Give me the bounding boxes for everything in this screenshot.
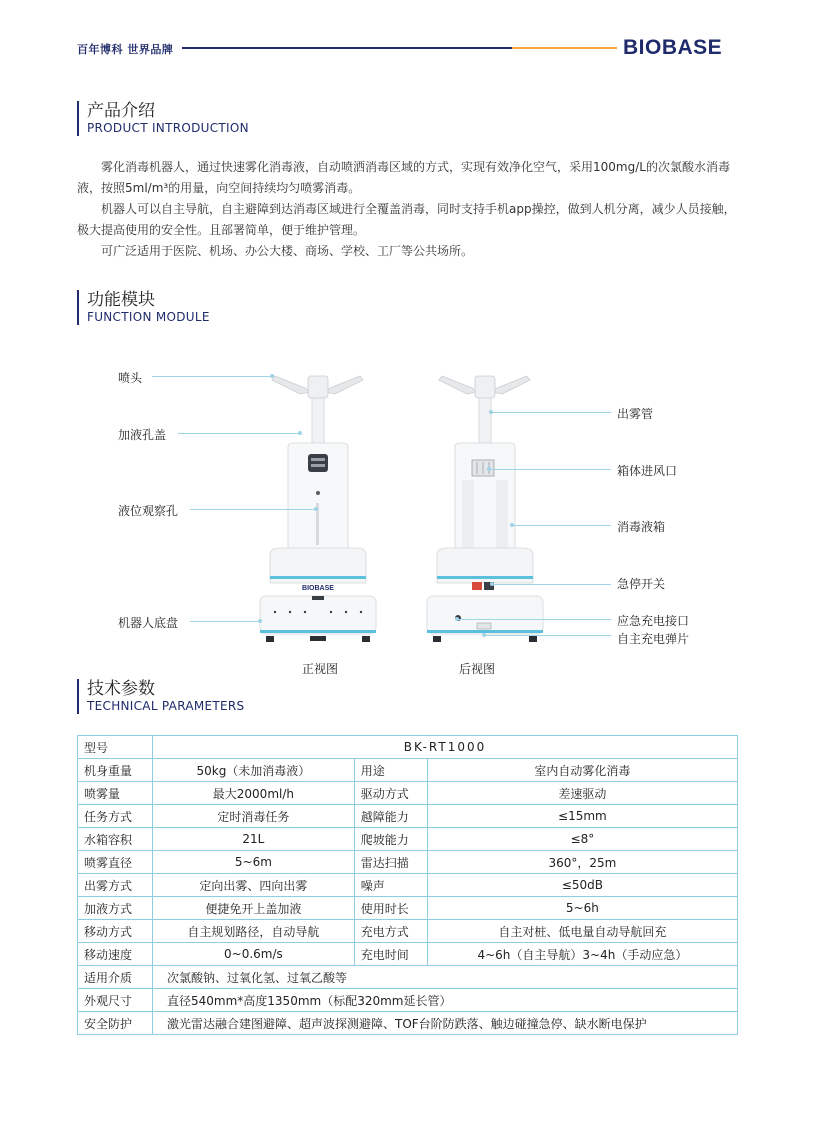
table-row — [78, 897, 738, 920]
section-product-intro — [77, 101, 249, 136]
leader-dot — [270, 374, 274, 378]
table-row — [78, 1012, 738, 1035]
table-row — [78, 759, 738, 782]
parameters-table — [77, 735, 738, 1035]
param-key: 适用介质 — [78, 966, 153, 989]
section-title-en: TECHNICAL PARAMETERS — [87, 699, 245, 713]
param-value: 4~6h（自主导航）3~4h（手动应急） — [427, 943, 737, 966]
param-value: 定时消毒任务 — [153, 805, 355, 828]
param-key: 移动速度 — [78, 943, 153, 966]
param-key: 任务方式 — [78, 805, 153, 828]
section-title-en: FUNCTION MODULE — [87, 310, 210, 324]
label-emergency-stop: 急停开关 — [617, 577, 666, 591]
param-key: 驱动方式 — [354, 782, 427, 805]
param-value: 5~6h — [427, 897, 737, 920]
leader-line — [152, 376, 272, 377]
table-row — [78, 874, 738, 897]
param-key: 充电方式 — [354, 920, 427, 943]
param-value: 次氯酸钠、过氧化氢、过氧乙酸等 — [153, 966, 738, 989]
param-value-model: BK-RT1000 — [153, 736, 738, 759]
brand-logo: BIOBASE — [623, 36, 723, 59]
section-title-zh: 技术参数 — [87, 679, 155, 699]
section-title-zh: 产品介绍 — [87, 101, 155, 121]
param-value: 50kg（未加消毒液） — [153, 759, 355, 782]
table-row — [78, 828, 738, 851]
section-title-zh: 功能模块 — [87, 290, 155, 310]
param-key: 噪声 — [354, 874, 427, 897]
param-key: 加液方式 — [78, 897, 153, 920]
param-key: 喷雾直径 — [78, 851, 153, 874]
param-value: 360°，25m — [427, 851, 737, 874]
param-key: 移动方式 — [78, 920, 153, 943]
param-value: 21L — [153, 828, 355, 851]
param-value: 差速驱动 — [427, 782, 737, 805]
leader-line — [512, 525, 611, 526]
table-row — [78, 851, 738, 874]
header-tagline: 百年博科 世界品牌 — [77, 43, 174, 56]
param-value: 自主规划路径，自动导航 — [153, 920, 355, 943]
leader-dot — [298, 431, 302, 435]
leader-line — [489, 469, 611, 470]
param-key: 外观尺寸 — [78, 989, 153, 1012]
intro-text — [77, 157, 741, 262]
section-title-en: PRODUCT INTRODUCTION — [87, 121, 249, 135]
leader-line — [178, 433, 300, 434]
param-key: 充电时间 — [354, 943, 427, 966]
leader-line — [491, 412, 611, 413]
param-key: 型号 — [78, 736, 153, 759]
leader-line — [457, 619, 611, 620]
param-key: 机身重量 — [78, 759, 153, 782]
param-key: 越障能力 — [354, 805, 427, 828]
param-key: 出雾方式 — [78, 874, 153, 897]
section-function-module — [77, 290, 210, 325]
leader-dot — [314, 507, 318, 511]
intro-paragraph-1: 雾化消毒机器人，通过快速雾化消毒液，自动喷洒消毒区域的方式，实现有效净化空气，采用100mg/L的次氯酸水消毒液，按照5ml/m³的用量，向空间持续均匀喷雾消毒。 — [77, 160, 730, 195]
leader-line — [190, 509, 316, 510]
label-level-window: 液位观察孔 — [118, 504, 179, 518]
robot-illustration — [250, 368, 560, 643]
param-key: 雷达扫描 — [354, 851, 427, 874]
label-tank: 消毒液箱 — [617, 520, 666, 534]
param-value: 直径540mm*高度1350mm（标配320mm延长管） — [153, 989, 738, 1012]
label-emergency-charge-port: 应急充电接口 — [617, 614, 690, 628]
param-key: 安全防护 — [78, 1012, 153, 1035]
label-nozzle: 喷头 — [118, 371, 143, 385]
param-value: 0~0.6m/s — [153, 943, 355, 966]
param-value: 5~6m — [153, 851, 355, 874]
label-fill-cap: 加液孔盖 — [118, 428, 167, 442]
param-value: 激光雷达融合建图避障、超声波探测避障、TOF台阶防跌落、触边碰撞急停、缺水断电保护 — [153, 1012, 738, 1035]
param-key: 喷雾量 — [78, 782, 153, 805]
label-charge-contacts: 自主充电弹片 — [617, 632, 690, 646]
section-technical-parameters — [77, 679, 244, 714]
table-row — [78, 920, 738, 943]
label-mist-tube: 出雾管 — [617, 407, 654, 421]
leader-line — [190, 621, 260, 622]
header-divider-accent — [512, 47, 617, 49]
param-value: 定向出雾、四向出雾 — [153, 874, 355, 897]
table-row — [78, 989, 738, 1012]
label-chassis: 机器人底盘 — [118, 616, 179, 630]
robot-brand-label: BIOBASE — [302, 585, 334, 592]
param-value: ≤15mm — [427, 805, 737, 828]
table-row — [78, 805, 738, 828]
param-key: 水箱容积 — [78, 828, 153, 851]
param-value: 最大2000ml/h — [153, 782, 355, 805]
param-value: ≤8° — [427, 828, 737, 851]
intro-paragraph-3: 可广泛适用于医院、机场、办公大楼、商场、学校、工厂等公共场所。 — [101, 244, 474, 258]
back-view-robot — [427, 376, 543, 642]
param-value: ≤50dB — [427, 874, 737, 897]
leader-dot — [258, 619, 262, 623]
intro-paragraph-2: 机器人可以自主导航，自主避障到达消毒区域进行全覆盖消毒，同时支持手机app操控，做到人机分离，减少人员接触，极大提高使用的安全性。且部署简单，便于维护管理。 — [77, 202, 736, 237]
param-value: 便捷免开上盖加液 — [153, 897, 355, 920]
leader-line — [492, 584, 611, 585]
front-view-caption: 正视图 — [302, 662, 339, 676]
param-key: 使用时长 — [354, 897, 427, 920]
table-row — [78, 943, 738, 966]
param-value: 室内自动雾化消毒 — [427, 759, 737, 782]
param-key: 爬坡能力 — [354, 828, 427, 851]
param-key: 用途 — [354, 759, 427, 782]
back-view-caption: 后视图 — [459, 662, 496, 676]
table-row — [78, 966, 738, 989]
param-value: 自主对桩、低电量自动导航回充 — [427, 920, 737, 943]
leader-line — [484, 635, 611, 636]
table-row — [78, 736, 738, 759]
header-divider — [182, 47, 512, 49]
label-air-inlet: 箱体进风口 — [617, 464, 678, 478]
table-row — [78, 782, 738, 805]
